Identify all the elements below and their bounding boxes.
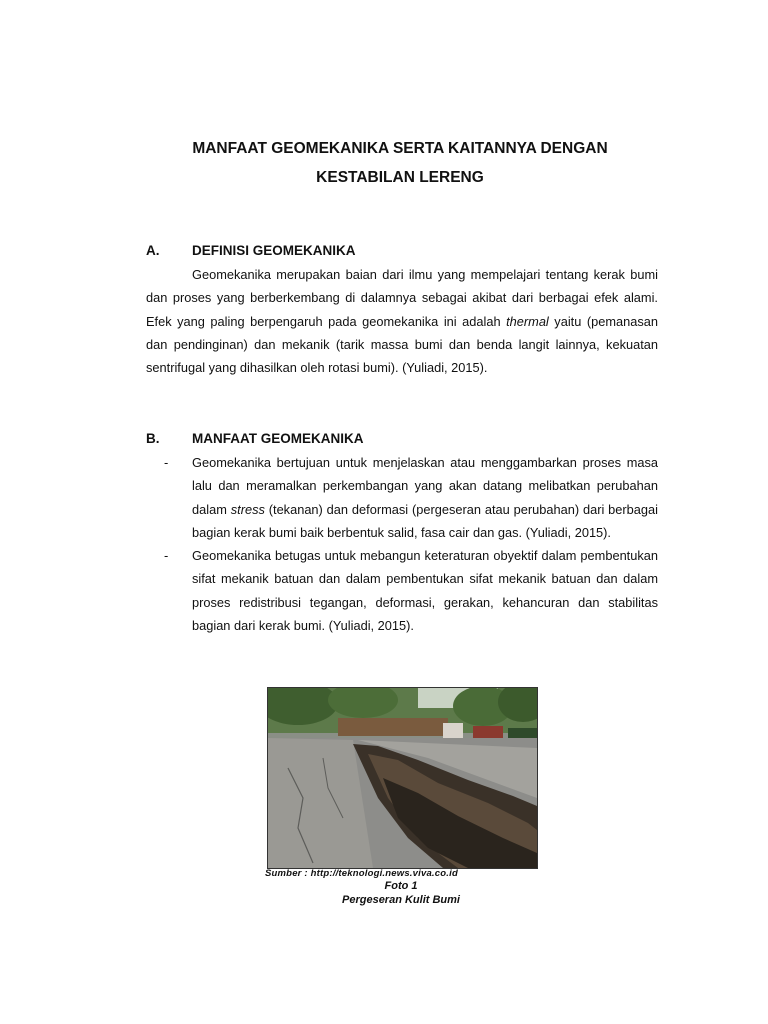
figure-caption: Pergeseran Kulit Bumi xyxy=(342,894,460,906)
earth-crust-shift-photo xyxy=(267,687,538,869)
figure-source: Sumber : http://teknologi.news.viva.co.id xyxy=(265,868,458,879)
section-b-heading xyxy=(146,428,658,450)
title-line-2: KESTABILAN LERENG xyxy=(316,169,484,186)
para-text: Geomekanika merupakan baian dari ilmu yang mempelajari tentang kerak bumi dan proses yang berberkembang di dalamnya sebagai akibat dari berbagai efek alami. Efek yang paling berpengaruh pada geomekanika ini adalah xyxy=(146,267,658,329)
list-item xyxy=(146,544,658,637)
bullet-dash: - xyxy=(164,455,169,470)
bullet-text: Geomekanika betugas untuk mebangun keteraturan obyektif dalam pembentukan sifat mekanik batuan dan dalam pembentukan sifat mekanik batuan dan dalam proses redistribusi tegangan, deformasi, gerakan, kehancuran dan stabilitas bagian dari kerak bumi. (Yuliadi, 2015). xyxy=(192,548,658,634)
manfaat-list xyxy=(146,451,658,637)
section-a-heading xyxy=(146,240,658,262)
section-definisi xyxy=(146,240,658,379)
para-italic-term: thermal xyxy=(506,313,549,329)
bullet-text: Geomekanika bertujuan untuk menjelaskan atau menggambarkan proses masa lalu dan meramalkan perkembangan yang akan datang melibatkan perubahan dalam xyxy=(192,455,658,517)
section-a-title: DEFINISI GEOMEKANIKA xyxy=(192,243,356,258)
section-b-title: MANFAAT GEOMEKANIKA xyxy=(192,431,364,446)
figure-number: Foto 1 xyxy=(384,880,418,892)
bullet-text-rest: (tekanan) dan deformasi (pergeseran atau perubahan) dari berbagai bagian kerak bumi baik berbentuk salid, fasa cair dan gas. (Yuliadi, 2015). xyxy=(192,501,658,540)
list-item xyxy=(146,451,658,544)
section-b-letter: B. xyxy=(146,431,160,446)
section-a-paragraph xyxy=(146,263,658,379)
section-manfaat xyxy=(146,428,658,637)
bullet-dash: - xyxy=(164,548,169,564)
bullet-italic-term: stress xyxy=(230,501,265,517)
para-text-rest: yaitu (pemanasan dan pendinginan) dan mekanik (tarik massa bumi dan benda langit lainnya, kekuatan sentrifugal yang dihasilkan oleh rotasi bumi). (Yuliadi, 2015). xyxy=(146,313,658,376)
document-title xyxy=(0,134,768,192)
title-line-1: MANFAAT GEOMEKANIKA SERTA KAITANNYA DENGAN xyxy=(192,140,608,157)
section-a-letter: A. xyxy=(146,243,160,258)
